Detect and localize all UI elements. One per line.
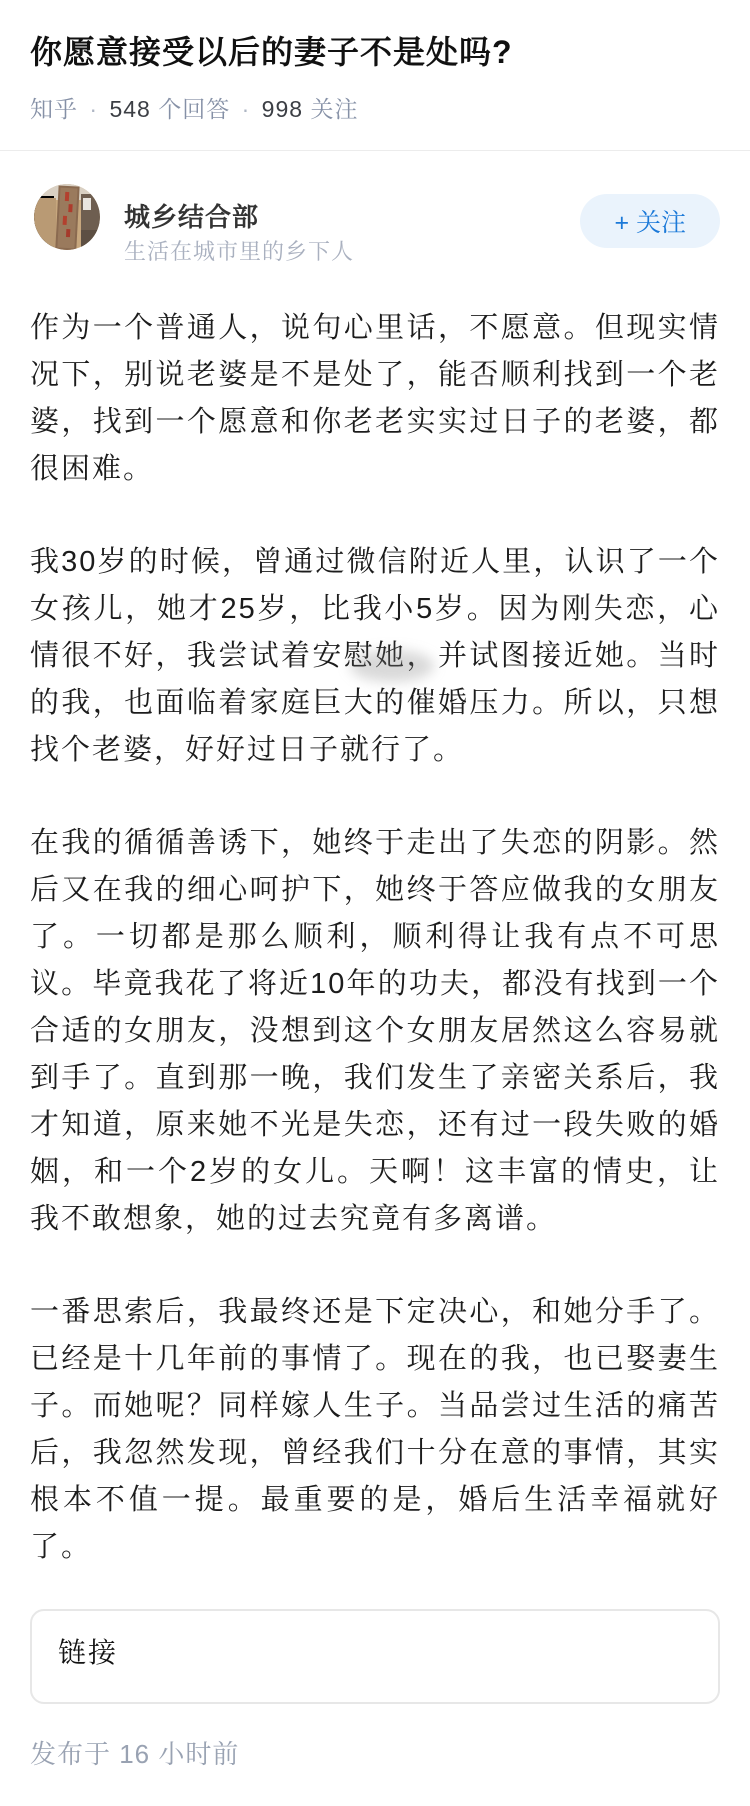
source-label: 知乎 <box>30 96 78 122</box>
answers-count: 548 <box>109 96 151 122</box>
avatar[interactable] <box>34 184 100 250</box>
followers-label: 关注 <box>310 96 359 122</box>
followers-count: 998 <box>261 96 304 122</box>
author-info <box>124 184 354 266</box>
follow-button-label: + 关注 <box>614 209 686 237</box>
avatar-image <box>34 184 100 250</box>
publish-time: 发布于 16 小时前 <box>30 1739 240 1769</box>
author-row <box>0 151 750 266</box>
answer-paragraph: 一番思索后，我最终还是下定决心，和她分手了。已经是十几年前的事情了。现在的我，也已娶妻生子。而她呢？同样嫁人生子。当品尝过生活的痛苦后，我忽然发现，曾经我们十分在意的事情，其实根本不值一提。最重要的是，婚后生活幸福就好了。 <box>30 1296 720 1563</box>
answers-label: 个回答 <box>158 96 231 122</box>
follow-button[interactable] <box>580 194 720 248</box>
question-title[interactable]: 你愿意接受以后的妻子不是处吗? <box>30 34 513 70</box>
dot-separator: · <box>89 96 99 122</box>
question-meta <box>30 94 720 124</box>
answer-paragraph: 在我的循循善诱下，她终于走出了失恋的阴影。然后又在我的细心呵护下，她终于答应做我的女朋友了。一切都是那么顺利，顺利得让我有点不可思议。毕竟我花了将近10年的功夫，都没有找到一个合适的女朋友，没想到这个女朋友居然这么容易就到手了。直到那一晚，我们发生了亲密关系后，我才知道，原来她不光是失恋，还有过一段失败的婚姻，和一个2岁的女儿。天啊！这丰富的情史，让我不敢想象，她的过去究竟有多离谱。 <box>30 827 720 1235</box>
author-name[interactable]: 城乡结合部 <box>124 202 260 232</box>
question-header <box>0 0 750 124</box>
dot-separator: · <box>241 96 251 122</box>
answer-body <box>0 305 750 1571</box>
answer-paragraph: 作为一个普通人，说句心里话，不愿意。但现实情况下，别说老婆是不是处了，能否顺利找到一个老婆，找到一个愿意和你老老实实过日子的老婆，都很困难。 <box>30 312 720 485</box>
answer-paragraph: 我30岁的时候，曾通过微信附近人里，认识了一个女孩儿，她才25岁，比我小5岁。因为刚失恋，心情很不好，我尝试着安慰她，并试图接近她。当时的我，也面临着家庭巨大的催婚压力。所以，只想找个老婆，好好过日子就行了。 <box>30 546 720 766</box>
link-card[interactable] <box>30 1609 720 1704</box>
author-bio: 生活在城市里的乡下人 <box>124 239 355 264</box>
link-card-label: 链接 <box>58 1637 119 1668</box>
